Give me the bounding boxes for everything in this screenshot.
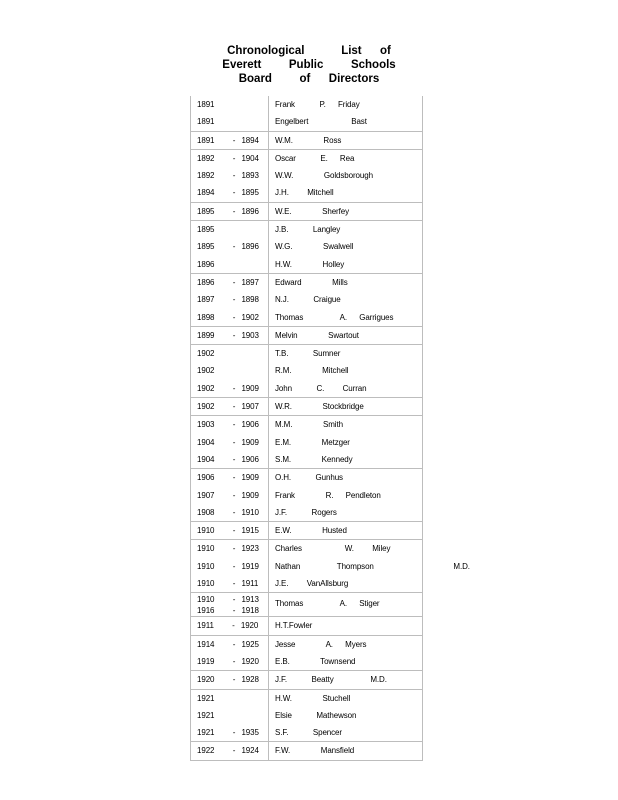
document-title	[0, 44, 618, 86]
term-years: 1921 - 1935	[197, 728, 259, 738]
table-row	[191, 221, 423, 274]
director-name: H.W. Stuchell	[275, 693, 351, 703]
name-cell	[269, 345, 423, 398]
term-years: 1899 - 1903	[197, 330, 259, 340]
directors-table-body	[191, 96, 470, 760]
name-cell	[269, 416, 423, 469]
term-years: 1904 - 1906	[197, 454, 259, 464]
term-years: 1904 - 1909	[197, 437, 259, 447]
title-line-1: Chronological List of	[227, 45, 391, 57]
director-name: J.F. Rogers	[275, 507, 337, 517]
term-years: 1908 - 1910	[197, 507, 259, 517]
name-cell	[269, 398, 423, 416]
director-name: Edward Mills	[275, 277, 348, 287]
table-row	[191, 202, 423, 220]
table-row	[191, 416, 423, 469]
director-name: J.H. Mitchell	[275, 188, 334, 198]
name-cell	[269, 671, 423, 689]
table-row	[191, 689, 423, 742]
years-cell	[191, 345, 269, 398]
years-cell	[191, 131, 269, 149]
table-row	[191, 469, 423, 522]
term-years: 1891	[197, 100, 215, 109]
director-name: Elsie Mathewson	[275, 710, 357, 720]
term-years: 1903 - 1906	[197, 420, 259, 430]
name-cell	[269, 131, 423, 149]
name-cell	[269, 273, 423, 326]
term-years: 1895 - 1896	[197, 206, 259, 216]
director-name: Nathan Thompson M.D.	[275, 561, 470, 571]
term-years: 1921	[197, 693, 215, 703]
table-row	[191, 326, 423, 344]
director-name: F.W. Mansfield	[275, 746, 355, 756]
director-name: S.F. Spencer	[275, 728, 342, 738]
director-name: H.T.Fowler	[275, 621, 313, 631]
years-cell	[191, 522, 269, 540]
term-years: 1907 - 1909	[197, 490, 259, 500]
term-years: 1895 - 1896	[197, 242, 259, 252]
director-name: M.M. Smith	[275, 420, 343, 430]
table-row	[191, 635, 423, 671]
director-name: J.F. Beatty M.D.	[275, 675, 387, 685]
term-years: 1902 - 1907	[197, 402, 259, 412]
name-cell	[269, 635, 423, 671]
name-cell	[269, 149, 423, 202]
term-years: 1896 - 1897	[197, 277, 259, 287]
name-cell	[269, 593, 423, 617]
years-cell	[191, 149, 269, 202]
director-name: S.M. Kennedy	[275, 454, 353, 464]
name-cell	[269, 522, 423, 540]
term-years: 1902	[197, 349, 215, 359]
term-years: 1891	[197, 117, 215, 127]
name-cell	[269, 221, 423, 274]
term-years: 1892 - 1893	[197, 171, 259, 181]
name-cell	[269, 689, 423, 742]
term-years: 1916 - 1918	[197, 606, 259, 616]
name-cell	[269, 326, 423, 344]
director-name: Oscar E. Rea	[275, 153, 355, 163]
name-cell	[269, 202, 423, 220]
name-cell	[269, 96, 423, 131]
years-cell	[191, 540, 269, 593]
title-line-3: Board of Directors	[238, 73, 380, 85]
director-name: W.W. Goldsborough	[275, 171, 373, 181]
term-years: 1910 - 1919	[197, 561, 259, 571]
term-years: 1892 - 1904	[197, 153, 259, 163]
director-name: N.J. Craigue	[275, 295, 341, 305]
table-row	[191, 96, 423, 131]
director-name: Engelbert Bast	[275, 117, 367, 127]
table-row	[191, 273, 423, 326]
director-name: W.M. Ross	[275, 135, 342, 145]
table-row	[191, 149, 423, 202]
years-cell	[191, 202, 269, 220]
table-row	[191, 742, 423, 760]
director-name: J.B. Langley	[275, 225, 341, 235]
table-row	[191, 671, 423, 689]
term-years: 1922 - 1924	[197, 746, 259, 756]
term-years: 1921	[197, 710, 215, 720]
director-name: Jesse A. Myers	[275, 639, 367, 649]
director-name: John C. Curran	[275, 383, 367, 393]
name-cell	[269, 540, 470, 593]
years-cell	[191, 635, 269, 671]
name-cell	[269, 469, 423, 522]
years-cell	[191, 398, 269, 416]
directors-table	[190, 96, 470, 761]
director-name: Charles W. Miley	[275, 544, 391, 554]
director-name: E.M. Metzger	[275, 437, 350, 447]
years-cell	[191, 273, 269, 326]
name-cell	[269, 742, 423, 760]
director-name: R.M. Mitchell	[275, 366, 349, 376]
years-cell	[191, 469, 269, 522]
term-years: 1894 - 1895	[197, 188, 259, 198]
table-row	[191, 540, 423, 593]
table-row	[191, 593, 423, 617]
term-years: 1897 - 1898	[197, 295, 259, 305]
years-cell	[191, 617, 269, 635]
director-name: E.B. Townsend	[275, 656, 356, 666]
director-name: E.W. Husted	[275, 526, 347, 536]
table-row	[191, 617, 423, 635]
years-cell	[191, 742, 269, 760]
term-years: 1914 - 1925	[197, 639, 259, 649]
term-years: 1920 - 1928	[197, 675, 259, 685]
years-cell	[191, 326, 269, 344]
years-cell	[191, 689, 269, 742]
director-name: Frank R. Pendleton	[275, 490, 381, 500]
term-years: 1919 - 1920	[197, 656, 259, 666]
years-cell	[191, 593, 269, 617]
term-years: 1910 - 1923	[197, 544, 259, 554]
table-row	[191, 522, 423, 540]
director-name: Melvin Swartout	[275, 330, 359, 340]
term-years: 1891 - 1894	[197, 135, 259, 145]
term-years: 1910 - 1911	[197, 579, 259, 589]
years-cell	[191, 96, 269, 131]
term-years: 1896	[197, 259, 215, 269]
term-years: 1910 - 1915	[197, 526, 259, 536]
director-name: Thomas A. Stiger	[275, 599, 380, 609]
term-years: 1911 - 1920	[197, 621, 259, 631]
director-name: W.R. Stockbridge	[275, 402, 364, 412]
term-years: 1906 - 1909	[197, 473, 259, 483]
table-row	[191, 131, 423, 149]
table-row	[191, 398, 423, 416]
name-cell	[269, 617, 423, 635]
term-years: 1902	[197, 366, 215, 376]
table-row	[191, 345, 423, 398]
years-cell	[191, 416, 269, 469]
years-cell	[191, 221, 269, 274]
director-name: Frank P. Friday	[275, 100, 360, 109]
director-name: Thomas A. Garrigues	[275, 312, 394, 322]
term-years: 1895	[197, 225, 215, 235]
director-name: O.H. Gunhus	[275, 473, 343, 483]
years-cell	[191, 671, 269, 689]
director-name: W.E. Sherfey	[275, 206, 349, 216]
title-line-2: Everett Public Schools	[222, 59, 396, 71]
term-years: 1898 - 1902	[197, 312, 259, 322]
director-name: J.E. VanAllsburg	[275, 579, 349, 589]
term-years: 1910 - 1913	[197, 595, 259, 605]
term-years: 1902 - 1909	[197, 383, 259, 393]
director-name: H.W. Holley	[275, 259, 345, 269]
director-name: W.G. Swalwell	[275, 242, 354, 252]
director-name: T.B. Sumner	[275, 349, 341, 359]
